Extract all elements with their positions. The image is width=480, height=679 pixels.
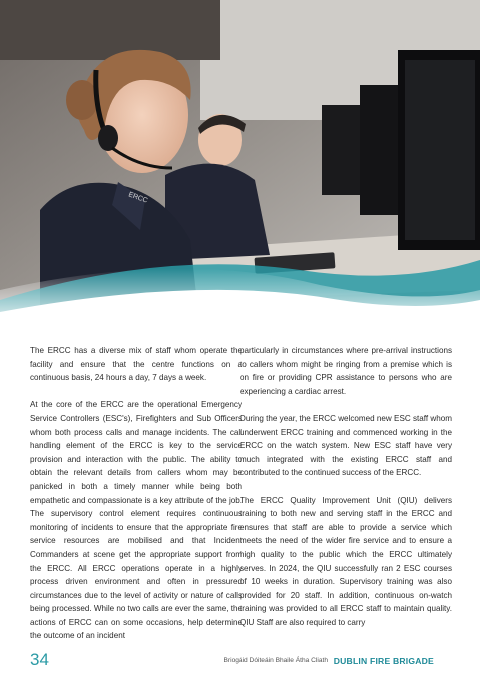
left-paragraph-1: The ERCC has a diverse mix of staff whom operate the facility and ensure that the centre functions on a continuous basis, 24 hours a day, 7 days a week. bbox=[30, 346, 242, 383]
page-footer bbox=[0, 650, 480, 674]
footer-irish-name: Briogáid Dóiteáin Bhaile Átha Cliath bbox=[223, 657, 328, 664]
right-paragraph-3: The ERCC Quality Improvement Unit (QIU) delivers training to both new and serving staff in the ERCC and ensures that staff are able to provide a service which meets the need of the wider fire service and to ensure a high quality to the public which the ERCC ultimately serves. In 2024, the QIU successfully ran 2 ESC courses of 10 weeks in duration. Supervisory training was also provided for 20 staff. In addition, continuous on-watch training was provided to all ERCC staff to maintain quality. QIU Staff are also required to carry bbox=[240, 495, 452, 627]
right-paragraph-2: During the year, the ERCC welcomed new ESC staff whom underwent ERCC training and commenced working in the ERCC on the watch system. New ESC staff have very much integrated with the existing ERCC staff and contributed to the continued success of the ERCC. bbox=[240, 413, 452, 478]
right-column bbox=[240, 344, 452, 643]
left-paragraph-2: At the core of the ERCC are the operational Emergency Service Controllers (ESC's), Firefighters and Sub Officers whom both process calls and manage incidents. The call handling element of the ERCC is key to the service provision and interaction with the public. The ability to obtain the relevant details from callers whom may be panicked in both a timely manner while being both empathetic and compassionate is a key attribute of the job. The supervisory control element requires continuous monitoring of incidents to ensure that the appropriate fire service resources are mobilised and that Incident Commanders at scene get the appropriate support from the ERCC. All ERCC operations operate in a highly process driven environment and often in pressured circumstances due to the level of activity or nature of calls being processed. While no two calls are ever the same, the actions of ERCC can on some occasions, help determine the outcome of an incident bbox=[30, 400, 242, 641]
right-paragraph-1: particularly in circumstances where pre-arrival instructions to callers whom might be ringing from a premise which is on fire or providing CPR assistance to persons who are experiencing a cardiac arrest. bbox=[240, 346, 452, 396]
control-room-photo bbox=[0, 0, 480, 330]
footer-brand: DUBLIN FIRE BRIGADE bbox=[333, 655, 434, 666]
svg-text:ERCC: ERCC bbox=[127, 191, 149, 205]
left-column bbox=[30, 344, 242, 657]
page-number: 34 bbox=[30, 650, 49, 669]
